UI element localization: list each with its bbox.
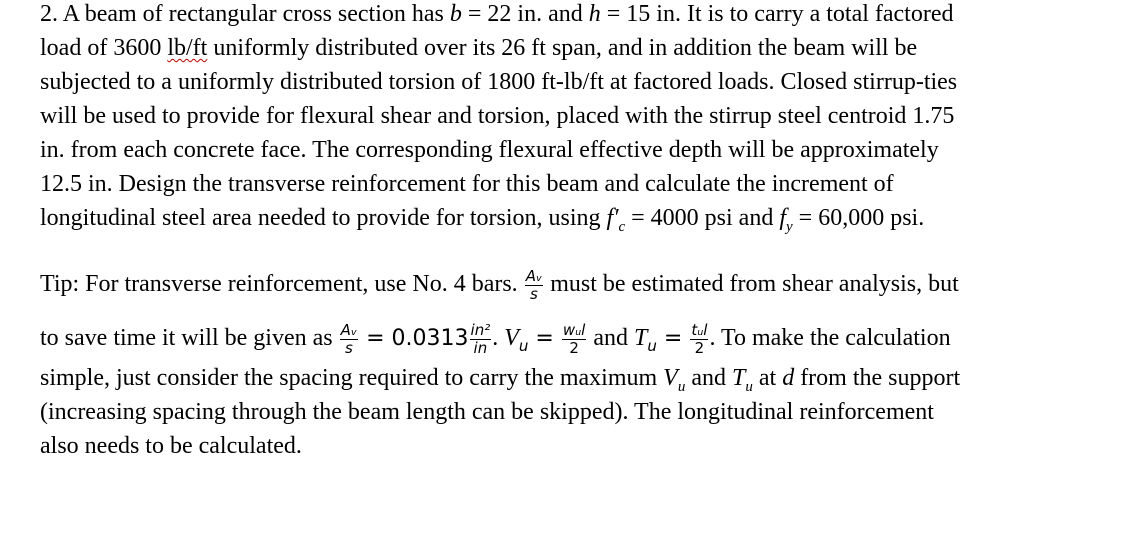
var-tu: T bbox=[732, 365, 746, 391]
problem-line-4: will be used to provide for flexural shear and torsion, placed with the stirrup steel centroid 1.75 bbox=[40, 103, 955, 129]
problem-line-7: longitudinal steel area needed to provide for torsion, using $f'_c = 4000$ psi and $f_y = 60,000$ psi. bbox=[40, 205, 925, 235]
problem-line-2: load of 3600 lb/ft uniformly distributed over its 26 ft span, and in addition the beam will be bbox=[40, 35, 918, 61]
var-d: d bbox=[782, 365, 795, 391]
problem-line-3: subjected to a uniformly distributed torsion of 1800 ft-lb/ft at factored loads. Closed stirrup-ties bbox=[40, 69, 958, 95]
var-vu: V bbox=[663, 365, 678, 391]
fraction-in2-over-in: $\frac{\text{in²}}{in}$ bbox=[470, 321, 491, 357]
var-h: h bbox=[588, 1, 601, 27]
tip-line-3: simple, just consider the spacing required to carry the maximum $V_u$ and $T_u$ at d from the support bbox=[40, 365, 961, 395]
problem-line-6: 12.5 in. Design the transverse reinforcement for this beam and calculate the increment of bbox=[40, 171, 894, 197]
var-fc: f′ bbox=[606, 205, 619, 231]
problem-line-5: in. from each concrete face. The corresponding flexural effective depth will be approximately bbox=[40, 137, 939, 163]
fraction-wul-over-2: $\frac{\text{wᵤl}}{2}$ bbox=[562, 321, 586, 357]
var-tu: T bbox=[634, 325, 648, 352]
fraction-av-over-s: $\frac{\text{Aᵥ}}{s}$ bbox=[340, 321, 358, 357]
tip-line-1: Tip: For transverse reinforcement, use No. 4 bars. $\frac{\text{Aᵥ}}{s}$ must be estimated from shear analysis, but bbox=[40, 267, 959, 303]
fraction-tul-over-2: $\frac{\text{tᵤl}}{2}$ bbox=[691, 321, 708, 357]
tip-line-2: to save time it will be given as $\frac{\text{Aᵥ}}{s}$ = 0.0313 $\frac{\text{in²}}{in}$ . $V_u$ = $\frac{\text{wᵤl}}{2}$ and $T_u$ = $\frac{\text{tᵤl}}{2}$ . To make the calculation bbox=[40, 321, 951, 357]
tip-line-5: also needs to be calculated. bbox=[40, 433, 302, 459]
tip-line-4: (increasing spacing through the beam length can be skipped). The longitudinal reinforcement bbox=[40, 399, 934, 425]
spellcheck-underline: lb/ft bbox=[167, 35, 208, 61]
fraction-av-over-s: $\frac{\text{Aᵥ}}{s}$ bbox=[525, 267, 543, 303]
var-vu: V bbox=[504, 325, 519, 352]
var-b: b bbox=[449, 1, 462, 27]
var-fy: f bbox=[779, 205, 786, 231]
problem-line-1: 2. A beam of rectangular cross section has b = 22 in. and h = 15 in. It is to carry a total factored bbox=[40, 1, 954, 27]
